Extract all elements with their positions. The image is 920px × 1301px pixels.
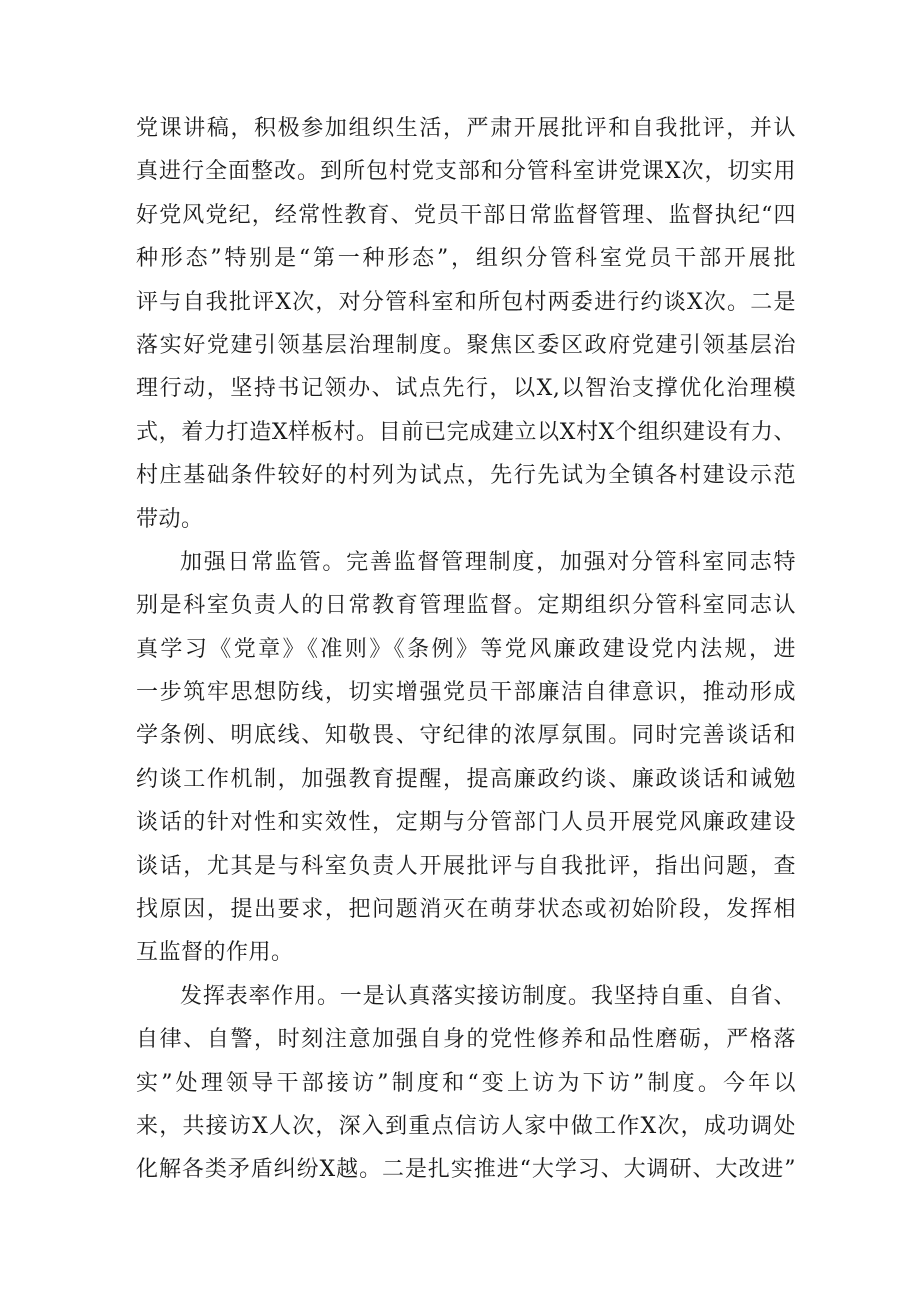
text-line: 理行动，坚持书记领办、试点先行，以X,以智治支撑优化治理模 xyxy=(136,376,796,402)
document-body xyxy=(136,107,796,1192)
text-line: 自律、自警，时刻注意加强自身的党性修养和品性磨砺，严格落 xyxy=(136,1027,796,1053)
paragraph xyxy=(136,107,796,541)
text-line: 找原因，提出要求，把问题消灭在萌芽状态或初始阶段，发挥相 xyxy=(136,897,796,923)
text-line: 互监督的作用。 xyxy=(136,940,294,966)
text-line: 谈话，尤其是与科室负责人开展批评与自我批评，指出问题，查 xyxy=(136,853,796,879)
text-line: 真进行全面整改。到所包村党支部和分管科室讲党课X次，切实用 xyxy=(136,159,796,185)
text-line: 谈话的针对性和实效性，定期与分管部门人员开展党风廉政建设 xyxy=(136,810,796,836)
text-line: 种形态”特别是“第一种形态”，组织分管科室党员干部开展批 xyxy=(136,246,796,272)
text-line: 加强日常监管。完善监督管理制度，加强对分管科室同志特 xyxy=(180,549,796,575)
text-line: 式，着力打造X样板村。目前已完成建立以X村X个组织建设有力、 xyxy=(136,419,796,445)
text-line: 评与自我批评X次，对分管科室和所包村两委进行约谈X次。二是 xyxy=(136,289,796,315)
text-line: 一步筑牢思想防线，切实增强党员干部廉洁自律意识，推动形成 xyxy=(136,680,796,706)
text-line: 来，共接访X人次，深入到重点信访人家中做工作X次，成功调处 xyxy=(136,1113,796,1139)
text-line: 村庄基础条件较好的村列为试点，先行先试为全镇各村建设示范 xyxy=(136,463,796,489)
text-line: 发挥表率作用。一是认真落实接访制度。我坚持自重、自省、 xyxy=(180,983,796,1009)
text-line: 真学习《党章》《准则》《条例》等党风廉政建设党内法规，进 xyxy=(136,636,796,662)
text-line: 实”处理领导干部接访”制度和“变上访为下访”制度。今年以 xyxy=(136,1070,796,1096)
text-line: 落实好党建引领基层治理制度。聚焦区委区政府党建引领基层治 xyxy=(136,332,796,358)
paragraph xyxy=(136,975,796,1192)
text-line: 好党风党纪，经常性教育、党员干部日常监督管理、监督执纪“四 xyxy=(136,202,796,228)
text-line: 学条例、明底线、知敬畏、守纪律的浓厚氛围。同时完善谈话和 xyxy=(136,723,796,749)
text-line: 化解各类矛盾纠纷X越。二是扎实推进“大学习、大调研、大改进” xyxy=(136,1157,796,1183)
text-line: 别是科室负责人的日常教育管理监督。定期组织分管科室同志认 xyxy=(136,593,796,619)
text-line: 带动。 xyxy=(136,506,204,532)
paragraph xyxy=(136,541,796,975)
text-line: 约谈工作机制，加强教育提醒，提高廉政约谈、廉政谈话和诫勉 xyxy=(136,766,796,792)
text-line: 党课讲稿，积极参加组织生活，严肃开展批评和自我批评，并认 xyxy=(136,116,796,141)
